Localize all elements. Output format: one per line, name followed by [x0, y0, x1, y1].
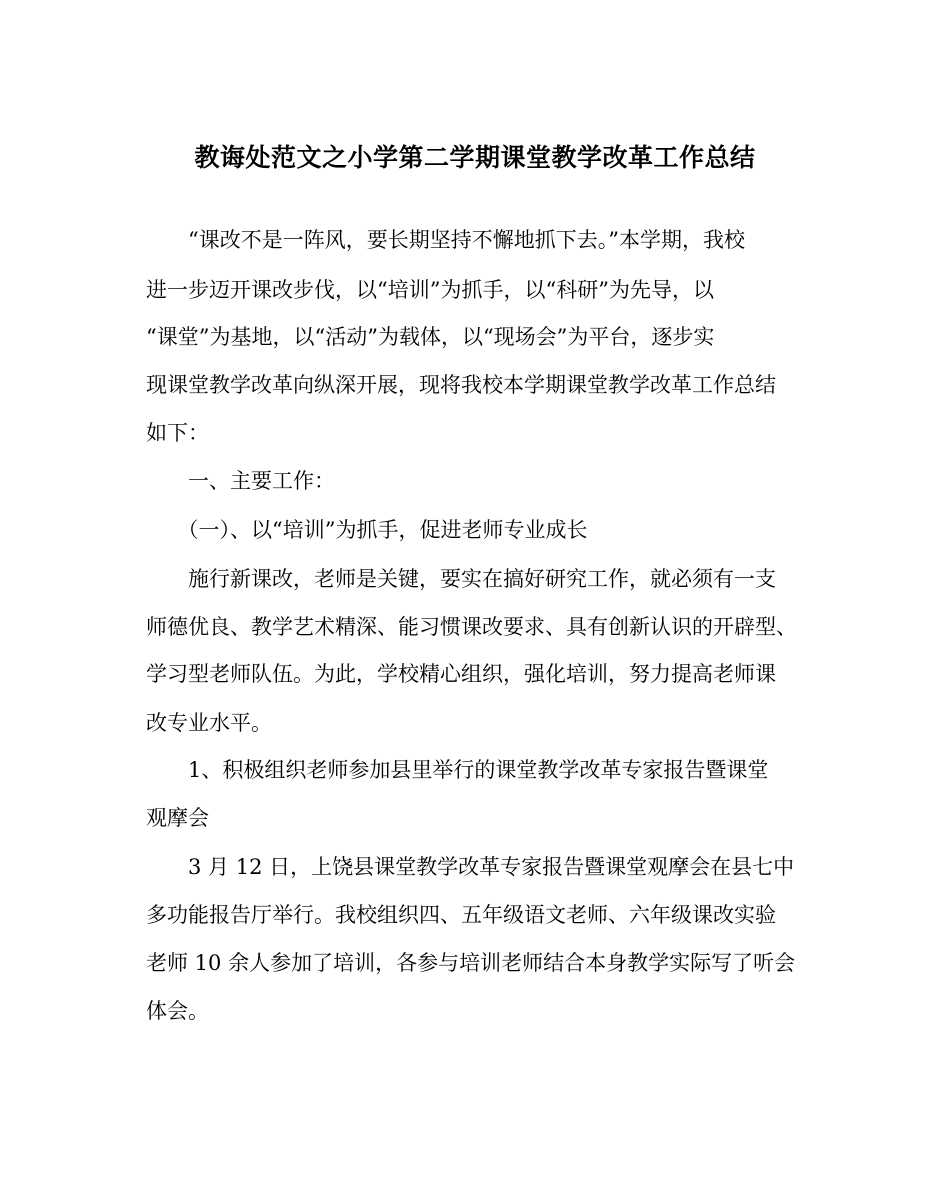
list-item-heading: 1、积极组织老师参加县里举行的课堂教学改革专家报告暨课堂	[146, 758, 769, 782]
paragraph-line: 3 月 12 日，上饶县课堂教学改革专家报告暨课堂观摩会在县七中	[146, 855, 795, 879]
document-title: 教诲处范文之小学第二学期课堂教学改革工作总结	[194, 143, 756, 172]
paragraph-line: “课堂”为基地，以“活动”为载体，以“现场会”为平台，逐步实	[146, 325, 715, 349]
paragraph-line: 师德优良、教学艺术精深、能习惯课改要求、具有创新认识的开辟型、	[146, 615, 797, 639]
paragraph-line: 施行新课改，老师是关键，要实在搞好研究工作，就必须有一支	[146, 567, 776, 591]
paragraph-line: 学习型老师队伍。为此，学校精心组织，强化培训，努力提高老师课	[146, 662, 776, 686]
paragraph-line: “课改不是一阵风，要长期坚持不懈地抓下去。”本学期，我校	[146, 228, 745, 252]
paragraph-line: 改专业水平。	[146, 711, 272, 735]
paragraph-line: 多功能报告厅举行。我校组织四、五年级语文老师、六年级课改实验	[146, 903, 776, 927]
paragraph-line: 现课堂教学改革向纵深开展，现将我校本学期课堂教学改革工作总结	[146, 373, 776, 397]
paragraph-line: 进一步迈开课改步伐，以“培训”为抓手，以“科研”为先导，以	[146, 278, 714, 302]
paragraph-line: 如下：	[146, 421, 209, 445]
paragraph-line: 体会。	[146, 999, 209, 1023]
subsection-heading: （一）、以“培训”为抓手，促进老师专业成长	[146, 518, 588, 542]
list-item-heading: 观摩会	[146, 806, 209, 830]
section-heading: 一、主要工作：	[146, 469, 335, 493]
paragraph-line: 老师 10 余人参加了培训，各参与培训老师结合本身教学实际写了听会	[146, 951, 796, 975]
